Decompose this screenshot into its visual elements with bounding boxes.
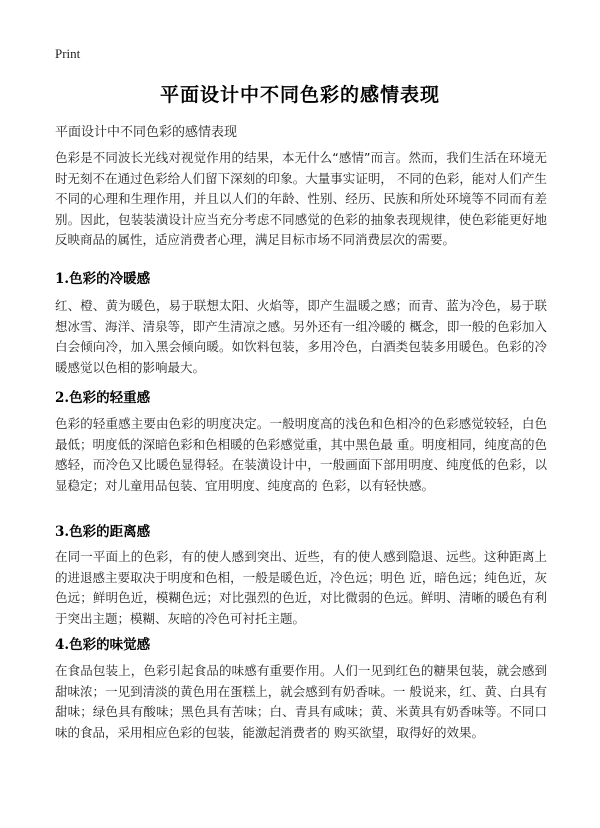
- section-heading-warm-cool: 1.色彩的冷暖感: [55, 271, 151, 287]
- section-body-weight: 色彩的轻重感主要由色彩的明度决定。一般明度高的浅色和色相冷的色彩感觉较轻，白色最低；明度低的深暗色彩和色相暖的色彩感觉重，其中黑色最 重。明度相同，纯度高的色感轻，而冷色又比暖色显得轻。在装潢设计中，一般画面下部用明度、纯度低的色彩，以显稳定；对儿童用品包装、宜用明度、纯度高的 色彩，以有轻快感。: [55, 416, 547, 493]
- section-heading-weight: 2.色彩的轻重感: [55, 390, 151, 406]
- section-body-taste: 在食品包装上，色彩引起食品的味感有重要作用。人们一见到红色的糖果包装，就会感到甜味浓；一见到清淡的黄色用在蛋糕上，就会感到有奶香味。一 般说来，红、黄、白具有甜味；绿色具有酸味；黑色具有苦味；白、青具有咸味；黄、米黄具有奶香味等。不同口味的食品，采用相应色彩的包装，能激起消费者的 购买欲望，取得好的效果。: [55, 663, 547, 740]
- section-body-distance: 在同一平面上的色彩，有的使人感到突出、近些，有的使人感到隐退、远些。这种距离上的进退感主要取决于明度和色相，一般是暖色近，冷色远；明色 近，暗色远；纯色近，灰色远；鲜明色近，模糊色远；对比强烈的色近，对比微弱的色远。鲜明、清晰的暖色有利于突出主题；模糊、灰暗的冷色可衬托主题。: [55, 549, 547, 626]
- intro-paragraph: 色彩是不同波长光线对视觉作用的结果，本无什么“感情”而言。然而，我们生活在环境无时无刻不在通过色彩给人们留下深刻的印象。大量事实证明， 不同的色彩，能对人们产生不同的心理和生理作用，并且以人们的年龄、性别、经历、民族和所处环境等不同而有差别。因此，包装装潢设计应当充分考虑不同感觉的色彩的抽象表现规律，使色彩能更好地反映商品的属性，适应消费者心理，满足目标市场不同消费层次的需要。: [55, 150, 547, 247]
- section-body-warm-cool: 红、橙、黄为暖色，易于联想太阳、火焰等，即产生温暖之感；而青、蓝为冷色，易于联想冰雪、海洋、清泉等，即产生清凉之感。另外还有一组冷暖的 概念，即一般的色彩加入白会倾向冷，加入黑会倾向暖。如饮料包装，多用冷色，白酒类包装多用暖色。色彩的冷暖感觉以色相的影响最大。: [55, 298, 547, 375]
- page-title: 平面设计中不同色彩的感情表现: [159, 84, 440, 106]
- page-subtitle: 平面设计中不同色彩的感情表现: [55, 125, 238, 140]
- print-link[interactable]: Print: [55, 46, 81, 61]
- section-heading-distance: 3.色彩的距离感: [55, 524, 151, 540]
- section-heading-taste: 4.色彩的味觉感: [55, 637, 151, 653]
